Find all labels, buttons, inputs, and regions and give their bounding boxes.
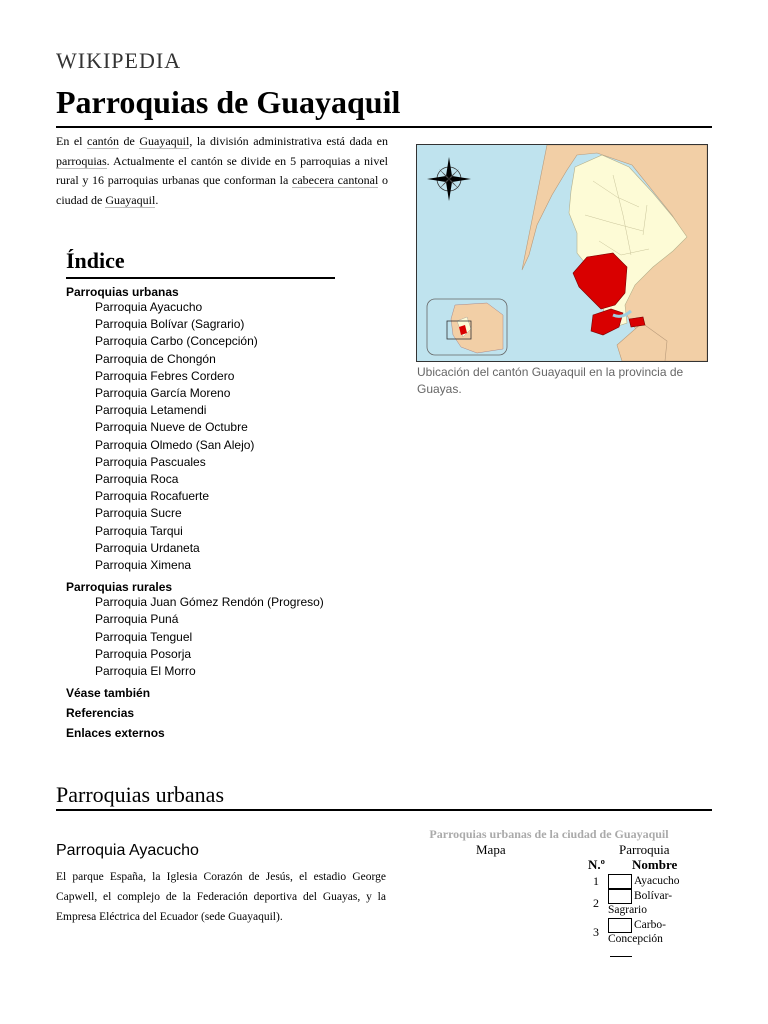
table-continuation-rule bbox=[610, 956, 632, 957]
row-number: 2 bbox=[593, 896, 599, 910]
toc-item-carbo[interactable]: Parroquia Carbo (Concepción) bbox=[95, 334, 258, 349]
toc-item-nueve-de-octubre[interactable]: Parroquia Nueve de Octubre bbox=[95, 420, 248, 435]
link-guayaquil-city[interactable]: Guayaquil bbox=[105, 192, 156, 207]
row-number: 3 bbox=[593, 925, 599, 939]
toc-item-rocafuerte[interactable]: Parroquia Rocafuerte bbox=[95, 489, 210, 504]
toc-item-letamendi[interactable]: Parroquia Letamendi bbox=[95, 403, 207, 418]
toc-item-olmedo[interactable]: Parroquia Olmedo (San Alejo) bbox=[95, 437, 255, 452]
link-cabecera-cantonal[interactable]: cabecera cantonal bbox=[292, 173, 379, 187]
page-title: Parroquias de Guayaquil bbox=[56, 84, 401, 120]
locator-inset bbox=[427, 299, 507, 355]
intro-text: . bbox=[155, 192, 159, 207]
toc-item-juan-gomez-rendon[interactable]: Parroquia Juan Gómez Rendón (Progreso) bbox=[95, 595, 324, 610]
link-canton[interactable]: cantón bbox=[87, 134, 119, 148]
toc-item-febres-cordero[interactable]: Parroquia Febres Cordero bbox=[95, 368, 235, 383]
row-number: 1 bbox=[593, 874, 599, 888]
intro-paragraph bbox=[56, 132, 388, 210]
canton-location-map bbox=[417, 145, 707, 361]
toc-section-referencias[interactable]: Referencias bbox=[66, 706, 135, 721]
toc-item-posorja[interactable]: Parroquia Posorja bbox=[95, 646, 192, 661]
toc-item-garcia-moreno[interactable]: Parroquia García Moreno bbox=[95, 386, 231, 401]
toc-item-urdaneta[interactable]: Parroquia Urdaneta bbox=[95, 540, 200, 555]
infobox-caption: Ubicación del cantón Guayaquil en la provincia de Guayas. bbox=[417, 365, 684, 396]
toc-section-vease-tambien[interactable]: Véase también bbox=[66, 686, 151, 701]
column-header-mapa: Mapa bbox=[476, 842, 506, 857]
column-header-nombre: Nombre bbox=[632, 857, 678, 872]
wikipedia-wordmark[interactable]: WIKIPEDIA bbox=[56, 48, 182, 73]
toc-heading: Índice bbox=[66, 248, 125, 273]
ayacucho-paragraph: El parque España, la Iglesia Corazón de Jesús, el estadio George Capwell, el complejo de la Federación deportiva del Guayas, y la Empresa Eléctrica del Ecuador (sede Guayaquil). bbox=[56, 871, 386, 923]
toc-section-rurales[interactable]: Parroquias rurales bbox=[66, 580, 173, 595]
section-heading-urbanas: Parroquias urbanas bbox=[56, 782, 225, 807]
column-header-parroquia: Parroquia bbox=[619, 842, 670, 857]
toc-item-bolivar[interactable]: Parroquia Bolívar (Sagrario) bbox=[95, 317, 245, 332]
intro-text: de bbox=[119, 134, 140, 148]
toc-item-ayacucho[interactable]: Parroquia Ayacucho bbox=[95, 300, 203, 314]
toc-divider bbox=[66, 277, 335, 279]
toc-item-ximena[interactable]: Parroquia Ximena bbox=[95, 558, 192, 573]
intro-text: , la división administrativa está dada en bbox=[189, 134, 388, 148]
toc-section-urbanas[interactable]: Parroquias urbanas bbox=[66, 285, 179, 299]
toc-item-tenguel[interactable]: Parroquia Tenguel bbox=[95, 629, 193, 644]
intro-text: En el bbox=[56, 134, 87, 148]
toc-item-pascuales[interactable]: Parroquia Pascuales bbox=[95, 454, 206, 469]
urban-table-caption: Parroquias urbanas de la ciudad de Guayaquil bbox=[429, 827, 669, 841]
toc-item-sucre[interactable]: Parroquia Sucre bbox=[95, 506, 182, 521]
intro-text: o ciudad de bbox=[56, 173, 388, 207]
toc-section-enlaces-externos[interactable]: Enlaces externos bbox=[66, 726, 165, 741]
infobox-map[interactable] bbox=[416, 144, 708, 362]
toc-item-chongon[interactable]: Parroquia de Chongón bbox=[95, 351, 216, 366]
row-name[interactable]: Carbo-Concepción bbox=[608, 919, 666, 945]
title-divider bbox=[56, 126, 712, 128]
toc-item-roca[interactable]: Parroquia Roca bbox=[95, 472, 179, 487]
row-name[interactable]: Bolívar-Sagrario bbox=[608, 890, 673, 916]
toc-item-tarqui[interactable]: Parroquia Tarqui bbox=[95, 523, 183, 538]
column-header-number: N.º bbox=[588, 857, 605, 872]
link-parroquias[interactable]: parroquias bbox=[56, 153, 107, 168]
intro-text: . Actualmente el cantón se divide en 5 parroquias a nivel rural y 16 parroquias urbanas que conforman la bbox=[56, 153, 388, 187]
section-divider bbox=[56, 809, 712, 811]
table-of-contents bbox=[66, 285, 366, 740]
subsection-heading-ayacucho: Parroquia Ayacucho bbox=[56, 842, 199, 859]
link-guayaquil[interactable]: Guayaquil bbox=[139, 134, 190, 148]
toc-item-el-morro[interactable]: Parroquia El Morro bbox=[95, 664, 196, 679]
toc-item-puna[interactable]: Parroquia Puná bbox=[95, 612, 179, 627]
row-name[interactable]: Ayacucho bbox=[634, 875, 680, 887]
